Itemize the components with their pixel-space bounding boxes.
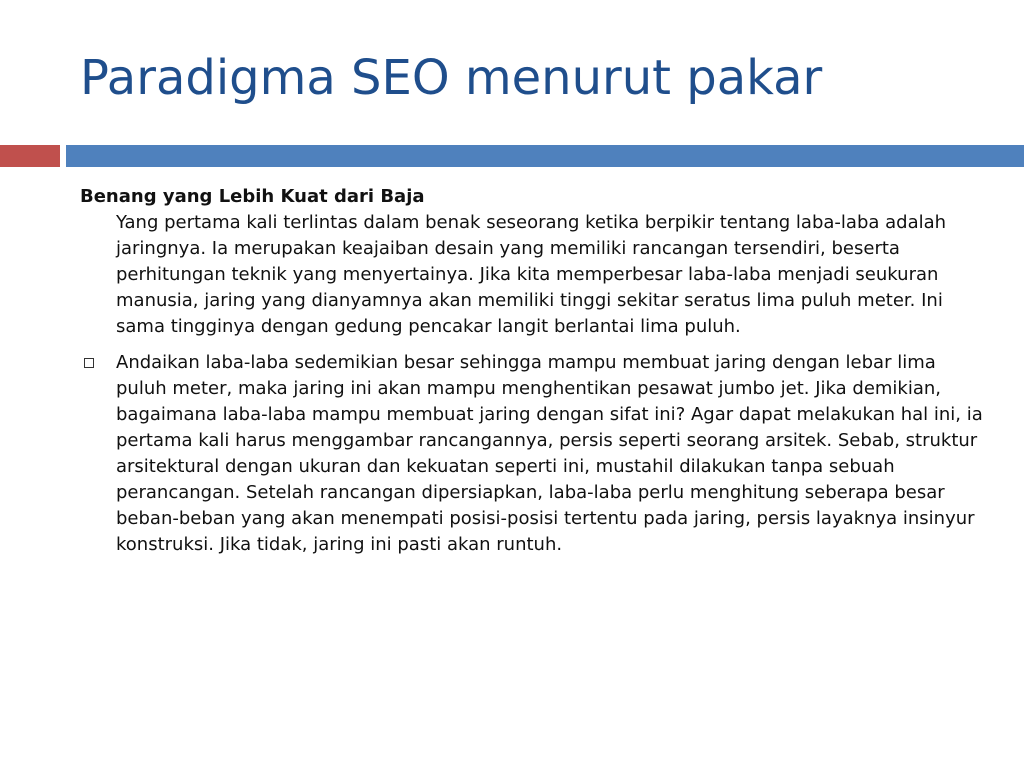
section-heading: Benang yang Lebih Kuat dari Baja — [80, 186, 425, 207]
bullet-item — [80, 350, 990, 558]
accent-bar-red — [0, 145, 60, 167]
square-bullet-icon — [84, 358, 94, 368]
accent-bar-blue — [66, 145, 1024, 167]
slide-title: Paradigma SEO menurut pakar — [80, 50, 823, 106]
body-paragraph: Yang pertama kali terlintas dalam benak seseorang ketika berpikir tentang laba-laba adalah jaringnya. Ia merupakan keajaiban desain yang memiliki rancangan tersendiri, beserta perhitungan teknik yang menyertainya. Jika kita memperbesar laba-laba menjadi seukuran manusia, jaring yang dianyamnya akan memiliki tinggi sekitar seratus lima puluh meter. Ini sama tingginya dengan gedung pencakar langit berlantai lima puluh. — [116, 212, 947, 337]
slide-body — [80, 184, 990, 558]
bullet-text: Andaikan laba-laba sedemikian besar sehingga mampu membuat jaring dengan lebar lima puluh meter, maka jaring ini akan mampu menghentikan pesawat jumbo jet. Jika demikian, bagaimana laba-laba mampu membuat jaring dengan sifat ini? Agar dapat melakukan hal ini, ia pertama kali harus menggambar rancangannya, persis seperti seorang arsitek. Sebab, struktur arsitektural dengan ukuran dan kekuatan seperti ini, mustahil dilakukan tanpa sebuah perancangan. Setelah rancangan dipersiapkan, laba-laba perlu menghitung seberapa besar beban-beban yang akan menempati posisi-posisi tertentu pada jaring, persis layaknya insinyur konstruksi. Jika tidak, jaring ini pasti akan runtuh. — [116, 352, 983, 555]
